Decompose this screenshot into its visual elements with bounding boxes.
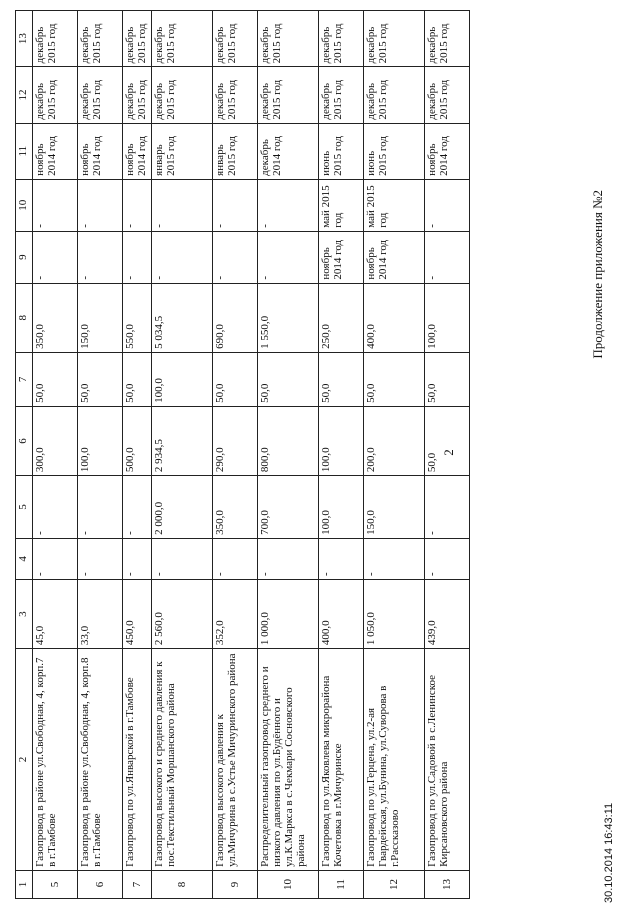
cell: - [33, 179, 78, 231]
cell: - [78, 179, 123, 231]
cell: - [78, 231, 123, 283]
object-name: Газопровод по ул.Герцена, ул.2-ая Гвардейская, ул.Бунина, ул.Суворова в г.Рассказово [364, 649, 425, 871]
cell: декабрь 2015 год [319, 11, 364, 67]
cell: 100,0 [425, 283, 470, 352]
cell: 50,0 [123, 352, 152, 406]
cell: январь 2015 год [213, 123, 258, 179]
cell: 350,0 [213, 476, 258, 539]
cell: - [425, 231, 470, 283]
cell: - [258, 179, 319, 231]
col-header: 10 [16, 179, 33, 231]
cell: ноябрь 2014 год [425, 123, 470, 179]
header-row [16, 11, 33, 899]
cell: 50,0 [425, 406, 470, 475]
cell: декабрь 2015 год [425, 11, 470, 67]
cell: 100,0 [78, 406, 123, 475]
cell: - [123, 476, 152, 539]
cell: - [258, 538, 319, 579]
row-number: 6 [78, 870, 123, 898]
cell: май 2015 год [364, 179, 425, 231]
cell: декабрь 2015 год [123, 11, 152, 67]
cell: 290,0 [213, 406, 258, 475]
col-header: 8 [16, 283, 33, 352]
col-header: 7 [16, 352, 33, 406]
cell: май 2015 год [319, 179, 364, 231]
cell: - [152, 179, 213, 231]
row-number: 12 [364, 870, 425, 898]
cell: - [33, 231, 78, 283]
project-table [15, 10, 470, 899]
cell: 350,0 [33, 283, 78, 352]
object-name: Газопровод по ул.Яковлева микрорайона Кочетовка в г.Мичуринске [319, 649, 364, 871]
cell: 550,0 [123, 283, 152, 352]
cell: декабрь 2015 год [213, 67, 258, 123]
cell: - [152, 231, 213, 283]
cell: 450,0 [123, 579, 152, 648]
cell: декабрь 2015 год [364, 11, 425, 67]
col-header: 13 [16, 11, 33, 67]
cell: декабрь 2015 год [258, 11, 319, 67]
cell: ноябрь 2014 год [78, 123, 123, 179]
cell: - [213, 179, 258, 231]
cell: 400,0 [319, 579, 364, 648]
cell: 100,0 [319, 406, 364, 475]
cell: декабрь 2015 год [425, 67, 470, 123]
object-name: Газопровод высокого давления к ул.Мичурина в с.Устье Мичуринского района [213, 649, 258, 871]
col-header: 9 [16, 231, 33, 283]
cell: 200,0 [364, 406, 425, 475]
cell: 800,0 [258, 406, 319, 475]
cell: 50,0 [258, 352, 319, 406]
cell: - [213, 538, 258, 579]
cell: - [33, 538, 78, 579]
table-row [33, 11, 78, 899]
cell: - [33, 476, 78, 539]
cell: декабрь 2015 год [319, 67, 364, 123]
cell: 5 034,5 [152, 283, 213, 352]
cell: 150,0 [364, 476, 425, 539]
cell: - [123, 538, 152, 579]
cell: - [123, 231, 152, 283]
table-row [258, 11, 319, 899]
table-row [123, 11, 152, 899]
cell: 400,0 [364, 283, 425, 352]
cell: декабрь 2015 год [78, 11, 123, 67]
cell: 300,0 [33, 406, 78, 475]
cell: декабрь 2015 год [78, 67, 123, 123]
cell: 2 934,5 [152, 406, 213, 475]
row-number: 9 [213, 870, 258, 898]
table-row [78, 11, 123, 899]
cell: - [319, 538, 364, 579]
row-number: 10 [258, 870, 319, 898]
col-header: 11 [16, 123, 33, 179]
col-header: 2 [16, 649, 33, 871]
table-row [364, 11, 425, 899]
cell: июнь 2015 год [319, 123, 364, 179]
cell: 50,0 [364, 352, 425, 406]
cell: декабрь 2015 год [123, 67, 152, 123]
cell: 100,0 [152, 352, 213, 406]
cell: 50,0 [319, 352, 364, 406]
cell: 700,0 [258, 476, 319, 539]
cell: 2 000,0 [152, 476, 213, 539]
cell: июнь 2015 год [364, 123, 425, 179]
cell: декабрь 2015 год [152, 11, 213, 67]
cell: 50,0 [425, 352, 470, 406]
object-name: Газопровод в районе ул.Свободная, 4, корп.8 в г.Тамбове [78, 649, 123, 871]
row-number: 8 [152, 870, 213, 898]
row-number: 11 [319, 870, 364, 898]
cell: - [213, 231, 258, 283]
cell: 45,0 [33, 579, 78, 648]
cell: 439,0 [425, 579, 470, 648]
row-number: 7 [123, 870, 152, 898]
cell: 352,0 [213, 579, 258, 648]
cell: 2 560,0 [152, 579, 213, 648]
cell: ноябрь 2014 год [364, 231, 425, 283]
cell: 150,0 [78, 283, 123, 352]
col-header: 5 [16, 476, 33, 539]
cell: 50,0 [33, 352, 78, 406]
print-timestamp: 30.10.2014 16:43:11 [603, 802, 615, 903]
cell: ноябрь 2014 год [123, 123, 152, 179]
cell: 500,0 [123, 406, 152, 475]
object-name: Газопровод высокого и среднего давления к пос.Текстильный Моршанского района [152, 649, 213, 871]
cell: ноябрь 2014 год [33, 123, 78, 179]
col-header: 1 [16, 870, 33, 898]
table-row [152, 11, 213, 899]
cell: 50,0 [78, 352, 123, 406]
object-name: Газопровод по ул.Садовой в с.Ленинское Кирсановского района [425, 649, 470, 871]
cell: - [78, 538, 123, 579]
table-row [213, 11, 258, 899]
cell: декабрь 2015 год [33, 11, 78, 67]
cell: 690,0 [213, 283, 258, 352]
object-name: Газопровод в районе ул.Свободная, 4, корп.7 в г.Тамбове [33, 649, 78, 871]
cell: 33,0 [78, 579, 123, 648]
table-row [425, 11, 470, 899]
cell: декабрь 2015 год [213, 11, 258, 67]
cell: ноябрь 2014 год [319, 231, 364, 283]
cell: 1 550,0 [258, 283, 319, 352]
cell: - [78, 476, 123, 539]
cell: декабрь 2015 год [258, 67, 319, 123]
object-name: Газопровод по ул.Январской в г.Тамбове [123, 649, 152, 871]
object-name: Распределительный газопровод среднего и низкого давления по ул.Будённого и ул.К.Маркса в с.Чекмари Сосновского района [258, 649, 319, 871]
cell: - [425, 476, 470, 539]
cell: - [364, 538, 425, 579]
cell: - [425, 179, 470, 231]
cell: декабрь 2015 год [33, 67, 78, 123]
row-number: 13 [425, 870, 470, 898]
row-number: 5 [33, 870, 78, 898]
cell: 1 050,0 [364, 579, 425, 648]
col-header: 3 [16, 579, 33, 648]
cell: январь 2015 год [152, 123, 213, 179]
cell: - [258, 231, 319, 283]
cell: 50,0 [213, 352, 258, 406]
appendix-caption: Продолжение приложения №2 [590, 190, 605, 359]
col-header: 6 [16, 406, 33, 475]
cell: 100,0 [319, 476, 364, 539]
cell: 250,0 [319, 283, 364, 352]
cell: декабрь 2015 год [152, 67, 213, 123]
cell: - [425, 538, 470, 579]
col-header: 12 [16, 67, 33, 123]
cell: - [152, 538, 213, 579]
cell: - [123, 179, 152, 231]
col-header: 4 [16, 538, 33, 579]
cell: декабрь 2015 год [364, 67, 425, 123]
page-number: 2 [441, 449, 456, 456]
table-row [319, 11, 364, 899]
cell: 1 000,0 [258, 579, 319, 648]
cell: декабрь 2014 год [258, 123, 319, 179]
